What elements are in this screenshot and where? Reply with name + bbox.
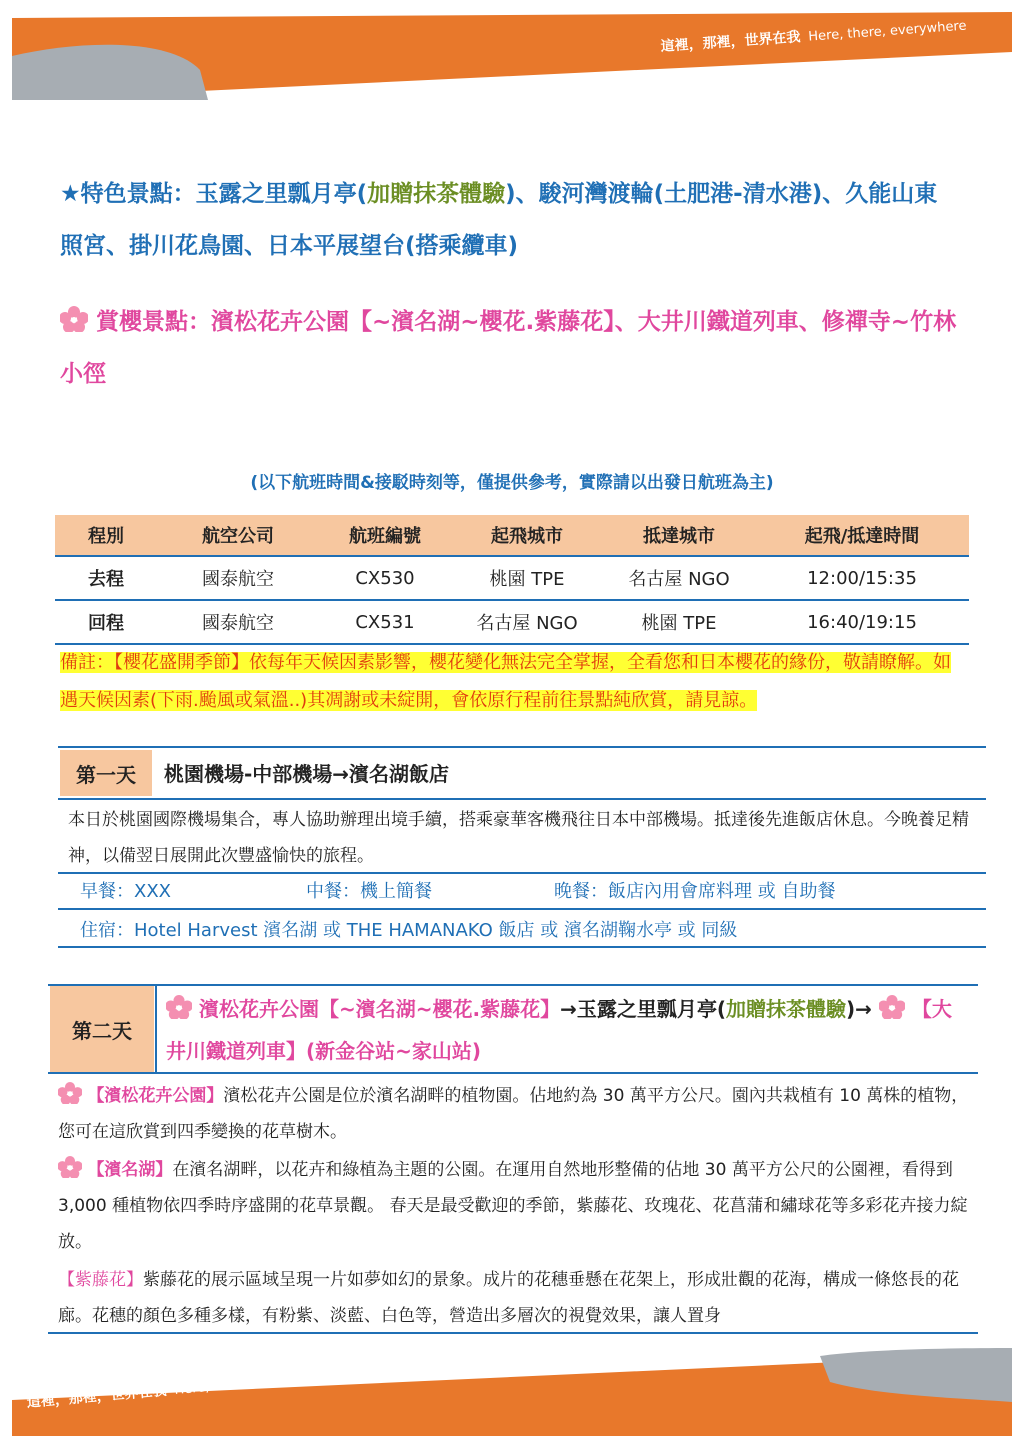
day2-title-part: →玉露之里瓢月亭( (560, 997, 726, 1021)
cherry-blossom-icon (60, 306, 88, 332)
day1-lunch: 中餐：機上簡餐 (306, 881, 432, 902)
table-cell: CX530 (319, 556, 451, 600)
tag-lake: 【濱名湖】 (87, 1160, 173, 1180)
slogan-en: Here, there, everywhere (173, 1369, 333, 1399)
tag-park: 【濱松花卉公園】 (87, 1086, 224, 1106)
day1-breakfast: 早餐：XXX (80, 881, 171, 902)
day2-title-stations: (新金谷站~家山站) (306, 1039, 482, 1063)
day2-title-part: )→ (846, 997, 872, 1021)
featured-spots (60, 168, 960, 272)
day1-hotel: 住宿：Hotel Harvest 濱名湖 或 THE HAMANAKO 飯店 或 濱名湖鞠水亭 或 同級 (80, 920, 738, 941)
divider (58, 746, 986, 748)
day1-description: 本日於桃園國際機場集合，專人協助辦理出境手續，搭乘豪華客機飛往日本中部機場。抵達後先進飯店休息。今晚養足精神，以備翌日展開此次豐盛愉快的旅程。 (68, 810, 969, 866)
table-cell: CX531 (319, 600, 451, 644)
table-cell: 12:00/15:35 (755, 556, 969, 600)
day2-title-park: 濱松花卉公園【~濱名湖~櫻花.紫藤花】 (198, 997, 561, 1021)
table-row (55, 600, 969, 644)
table-cell: 桃園 TPE (603, 600, 755, 644)
day1-label: 第一天 (60, 750, 152, 796)
lake-text: 在濱名湖畔，以花卉和綠植為主題的公園。在運用自然地形整備的佔地 30 萬平方公尺的公園裡，看得到 3,000 種植物依四季時序盛開的花草景觀。 春天是最受歡迎的季節，紫藤花、玫瑰花、花菖蒲和繡球花等多彩花卉接力綻放。 (58, 1160, 968, 1252)
top-banner (0, 0, 1024, 110)
day2-title-bonus: 加贈抹茶體驗 (726, 997, 846, 1021)
table-cell: 國泰航空 (157, 600, 319, 644)
day1-dinner: 晚餐：飯店內用會席料理 或 自助餐 (554, 881, 836, 902)
remark-text: 備註：【櫻花盛開季節】依每年天候因素影響，櫻花變化無法完全掌握，全看您和日本櫻花的緣份，敬請瞭解。如遇天候因素(下雨.颱風或氣溫..)其凋謝或未綻開，會依原行程前往景點純欣賞，請見諒。 (60, 652, 951, 711)
wisteria-text: 紫藤花的展示區域呈現一片如夢如幻的景象。成片的花穗垂懸在花架上，形成壯觀的花海，構成一條悠長的花廊。花穗的顏色多種多樣，有粉紫、淡藍、白色等，營造出多層次的視覺效果，讓人置身 (58, 1270, 959, 1326)
day2-paragraph-wisteria (58, 1262, 974, 1334)
cherry-blossom-icon (166, 995, 192, 1019)
col-header: 抵達城市 (603, 515, 755, 556)
table-row (55, 556, 969, 600)
col-header: 起飛/抵達時間 (755, 515, 969, 556)
table-cell: 名古屋 NGO (451, 600, 603, 644)
divider (48, 1332, 978, 1334)
day2-paragraph-park (58, 1078, 974, 1150)
table-cell: 去程 (55, 556, 157, 600)
sakura-spots-text: 賞櫻景點：濱松花卉公園【~濱名湖~櫻花.紫藤花】、大井川鐵道列車、修禪寺~竹林小徑 (60, 309, 957, 387)
divider (58, 798, 986, 800)
divider (58, 946, 986, 948)
table-cell: 桃園 TPE (451, 556, 603, 600)
divider (58, 908, 986, 910)
slogan-en: Here, there, everywhere (807, 18, 967, 45)
table-cell: 回程 (55, 600, 157, 644)
cherry-blossom-icon (58, 1156, 82, 1178)
divider (48, 1072, 978, 1074)
featured-spots-bonus: 加贈抹茶體驗 (367, 181, 506, 207)
flight-disclaimer: (以下航班時間&接駁時刻等，僅提供參考，實際請以出發日航班為主) (250, 473, 774, 493)
col-header: 航空公司 (157, 515, 319, 556)
table-cell: 名古屋 NGO (603, 556, 755, 600)
cherry-blossom-icon (58, 1082, 82, 1104)
divider (58, 872, 986, 874)
flight-table-header (55, 515, 969, 556)
sakura-spots (60, 296, 960, 400)
tag-wisteria: 【紫藤花】 (58, 1270, 143, 1290)
table-cell: 國泰航空 (157, 556, 319, 600)
day1-title: 桃園機場-中部機場→濱名湖飯店 (164, 762, 450, 786)
park-text: 濱松花卉公園是位於濱名湖畔的植物園。佔地約為 30 萬平方公尺。園內共栽植有 10 萬株的植物，您可在這欣賞到四季變換的花草樹木。 (58, 1086, 969, 1142)
col-header: 起飛城市 (451, 515, 603, 556)
featured-spots-prefix: ★特色景點：玉露之里瓢月亭( (60, 181, 368, 207)
sakura-remark (60, 644, 960, 720)
col-header: 程別 (55, 515, 157, 556)
divider (155, 986, 157, 1072)
col-header: 航班編號 (319, 515, 451, 556)
cherry-blossom-icon (879, 995, 905, 1019)
table-cell: 16:40/19:15 (755, 600, 969, 644)
divider (48, 984, 978, 986)
day2-paragraph-lake (58, 1152, 974, 1260)
slogan-zh: 這裡，那裡，世界在我 (26, 1382, 168, 1411)
day2-title-train: 【大井川鐵道列車】 (166, 997, 952, 1063)
day2-title (166, 988, 966, 1072)
slogan-zh: 這裡，那裡，世界在我 (660, 29, 801, 55)
day2-label: 第二天 (50, 986, 154, 1072)
flight-table (55, 515, 969, 645)
featured-spots-suffix: )、駿河灣渡輪(土肥港-清水港)、久能山東照宮、掛川花鳥園、日本平展望台(搭乘纜車) (60, 181, 938, 259)
